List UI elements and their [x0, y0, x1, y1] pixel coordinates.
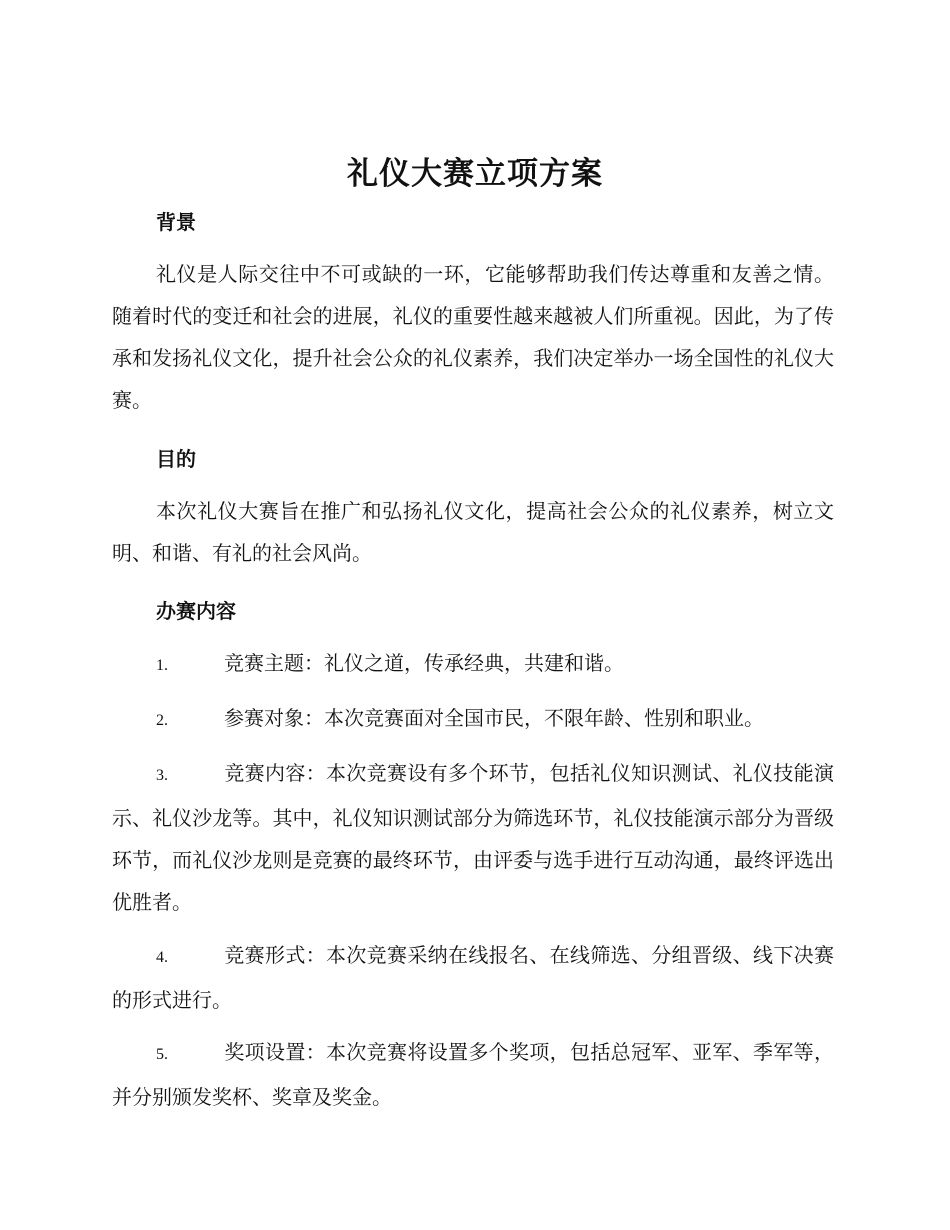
list-item-text: 竞赛主题：礼仪之道，传承经典，共建和谐。 — [224, 651, 624, 675]
list-item-number: 5. — [156, 1046, 168, 1063]
section-heading-content: 办赛内容 — [156, 599, 236, 623]
list-item — [112, 752, 834, 923]
section-paragraph-purpose: 本次礼仪大赛旨在推广和弘扬礼仪文化，提高社会公众的礼仪素养，树立文明、和谐、有礼的社会风尚。 — [112, 499, 834, 565]
list-item-number: 4. — [156, 949, 168, 966]
section-paragraph-background: 礼仪是人际交往中不可或缺的一环，它能够帮助我们传达尊重和友善之情。随着时代的变迁和社会的进展，礼仪的重要性越来越被人们所重视。因此，为了传承和发扬礼仪文化，提升社会公众的礼仪素养，我们决定举办一场全国性的礼仪大赛。 — [112, 262, 834, 412]
list-item-text: 竞赛内容：本次竞赛设有多个环节，包括礼仪知识测试、礼仪技能演示、礼仪沙龙等。其中，礼仪知识测试部分为筛选环节，礼仪技能演示部分为晋级环节，而礼仪沙龙则是竞赛的最终环节，由评委与选手进行互动沟通，最终评选出优胜者。 — [112, 761, 834, 914]
list-item — [112, 1031, 834, 1118]
list-item-number: 1. — [156, 657, 168, 674]
section-heading-purpose: 目的 — [156, 447, 196, 471]
list-item — [112, 934, 834, 1021]
list-item — [112, 642, 834, 687]
list-item-text: 竞赛形式：本次竞赛采纳在线报名、在线筛选、分组晋级、线下决赛的形式进行。 — [112, 943, 834, 1012]
list-item-text: 参赛对象：本次竞赛面对全国市民，不限年龄、性别和职业。 — [224, 706, 764, 730]
list-item-number: 2. — [156, 712, 168, 729]
list-item-text: 奖项设置：本次竞赛将设置多个奖项，包括总冠军、亚军、季军等，并分别颁发奖杯、奖章及奖金。 — [112, 1040, 834, 1109]
list-item-number: 3. — [156, 767, 168, 784]
document-title: 礼仪大赛立项方案 — [347, 156, 603, 192]
list-item — [112, 697, 834, 742]
section-heading-background: 背景 — [156, 210, 196, 234]
